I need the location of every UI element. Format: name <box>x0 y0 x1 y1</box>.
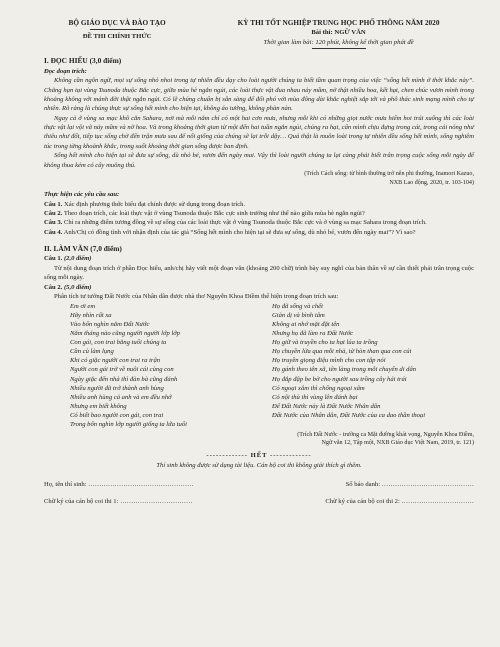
poem-line: Con gái, con trai bằng tuổi chúng ta <box>70 339 167 347</box>
poem-line: Nhưng em biết không <box>70 402 127 410</box>
poem-line: Cần cù làm lụng <box>70 348 114 356</box>
writing-heading: II. LÀM VĂN (7,0 điểm) <box>44 243 122 253</box>
poem-line: Họ giữ và truyền cho ta hạt lúa ta trồng <box>272 339 378 347</box>
writing-q1-title <box>44 254 474 263</box>
poem-line: Họ gánh theo tên xã, tên làng trong mỗi chuyến di dân <box>272 366 417 374</box>
writing-q1-label: Câu 1. <box>44 255 63 263</box>
exam-subject: Bài thi: NGỮ VĂN <box>311 29 366 37</box>
poem-line: Họ truyền giọng điệu mình cho con tập nói <box>272 357 386 365</box>
question-label: Câu 3. <box>44 219 63 227</box>
ministry-name: BỘ GIÁO DỤC VÀ ĐÀO TẠO <box>68 18 166 27</box>
candidate-name-field: Họ, tên thí sinh: ………………………………………… <box>44 480 194 488</box>
poem-line: Nhiều người đã trở thành anh hùng <box>70 384 164 392</box>
header-left <box>44 18 190 49</box>
reading-source-line-1: (Trích Cách sống: từ bình thường trở nên phi thường, Inamori Kazuo, <box>304 170 474 177</box>
poem-line: Có nội thù thì vùng lên đánh bại <box>272 393 358 401</box>
exam-title: KỲ THI TỐT NGHIỆP TRUNG HỌC PHỔ THÔNG NĂM 2020 <box>237 18 440 27</box>
header-right <box>203 18 474 49</box>
writing-q1-text: Từ nội dung đoạn trích ở phần Đọc hiểu, anh/chị hãy viết một đoạn văn (khoảng 200 chữ) trình bày suy nghĩ của bản thân về sự cần thiết phải trân trọng cuộc sống mỗi ngày. <box>44 264 474 282</box>
reading-source-line-2: NXB Lao động, 2020, tr. 103-104) <box>389 179 474 186</box>
poem-line: Đất Nước của Nhân dân, Đất Nước của ca dao thần thoại <box>272 411 426 419</box>
writing-q1-points: (2,0 điểm) <box>63 255 92 263</box>
question-text: Chỉ ra những điểm tương đồng về sự sống của các loài thực vật ở vùng Tsunoda thuộc Bắc cực và ở vùng sa mạc Sahara trong đoạn trích. <box>63 219 427 227</box>
poem-line: Họ đắp đập be bờ cho người sau trồng cây hái trái <box>272 375 407 383</box>
question-item <box>44 200 474 209</box>
poem-line: Ngày giặc đến nhà thì đàn bà cũng đánh <box>70 375 178 383</box>
poem-column-right <box>272 302 474 428</box>
proctor-1-signature-field: Chữ ký của cán bộ coi thi 1: …………………………… <box>44 498 193 506</box>
poem-line: Để Đất Nước này là Đất Nước Nhân dân <box>272 402 381 410</box>
poem-line: Không ai nhớ mặt đặt tên <box>272 321 340 329</box>
reading-paragraph: Ngay cả ở vùng sa mạc khô cằn Sahara, nơi mà mỗi năm chỉ có một hai cơn mưa, nhưng mỗi khi có những giọt nước mưa hiếm hoi trút xuống thì các loài thực vật lại vội vã nảy mầm và nở hoa. Và trong khoảng thời gian từ một đến hai tuần ngắn ngủi, chúng ra hạt, cẩn mình chịu đựng trong cát, trong cái nóng như thiêu như đốt, tiếp tục sống chờ đến trận mưa sau để nối giống của chúng sẽ lại trỗi dậy… Quả thật là muôn loài trong tự nhiên đều sống hết mình, sống nghiêm túc trong từng khoảnh khắc, trong suốt khoảng thời gian sống được ban định. <box>44 114 474 150</box>
proctor-2-signature-field: Chữ ký của cán bộ coi thi 2: …………………………… <box>325 498 474 506</box>
poem-line: Người con gái trở về nuôi cái cùng con <box>70 366 174 374</box>
question-item <box>44 209 474 218</box>
question-text: Xác định phương thức biểu đạt chính được sử dụng trong đoạn trích. <box>63 200 246 208</box>
question-item <box>44 218 474 227</box>
poem-line: Giản dị và bình tâm <box>272 312 325 320</box>
reading-paragraph: Sống hết mình cho hiện tại sẽ đưa sự sống, dù nhỏ bé, vươn đến ngày mai. Vậy thì loài người chúng ta lại càng phải biết trân trọng cuộc sống mỗi ngày để không thua kém có cây muông thú. <box>44 152 474 169</box>
writing-q2-title <box>44 283 474 292</box>
poem-line: Họ chuyền lửa qua mỗi nhà, từ hòn than qua con cúi <box>272 348 412 356</box>
official-label: ĐỀ THI CHÍNH THỨC <box>82 33 152 41</box>
end-mark: ------------- HẾT ------------- <box>206 451 312 459</box>
question-label: Câu 4. <box>44 228 63 236</box>
question-text: Anh/Chị có đồng tình với nhận định của tác giả “Sống hết mình cho hiện tại sẽ đưa sự sống, dù nhỏ bé, vươn đến ngày mai”? Vì sao? <box>63 228 416 236</box>
header-rule-right <box>312 48 366 49</box>
poem-line: Họ đã sống và chết <box>272 303 323 311</box>
question-item <box>44 228 474 237</box>
candidate-form <box>44 480 474 507</box>
question-label: Câu 1. <box>44 200 63 208</box>
poem-line: Trong bốn nghìn lớp người giống ta lứa tuổi <box>70 420 187 428</box>
poem-line: Năm tháng nào cũng người người lớp lớp <box>70 330 181 338</box>
task-heading: Thực hiện các yêu cầu sau: <box>44 191 120 199</box>
poem-excerpt <box>70 302 474 428</box>
reading-lead: Đọc đoạn trích: <box>44 67 87 75</box>
poem-line: Em ơi em <box>70 303 96 311</box>
writing-q2-points: (5,0 điểm) <box>63 283 92 291</box>
reading-paragraph: Không cần ngôn ngữ, mọi sự sống nhỏ nhoi trong tự nhiên đều dạy cho loài người chúng ta biết tầm quan trọng của việc “sống hết mình ở thời khắc này”. Chẳng hạn tại vùng Tsunoda thuộc Bắc cực, giữa mùa hè ngắn ngủi, các loài thực vật đua nhau nảy mầm, nở thật nhiều hoa, kết hạt, chen chúc vươn mình trong khoảng không với mảnh đời thật ngắn ngủi. Có lẽ chúng chuẩn bị sẵn sàng để đối phó với mùa đông dài khắc nghiệt sắp tới và phô thác sinh mạng mình cho tự nhiên. Rõ ràng là chúng thực sự sống hết mình cho hiện tại, không áo tưởng, không phàn nàn. <box>44 77 474 113</box>
poem-line: Nhưng họ đã làm ra Đất Nước <box>272 330 354 338</box>
poem-line: Hãy nhìn rất xa <box>70 312 112 320</box>
exam-header <box>44 18 474 49</box>
poem-line: Có ngoại xâm thì chống ngoại xâm <box>272 384 365 392</box>
poem-source-line-1: (Trích Đất Nước - trường ca Mặt đường khát vọng, Nguyễn Khoa Điềm, <box>297 431 474 438</box>
poem-column-left <box>70 302 272 428</box>
poem-line: Vào bốn nghìn năm Đất Nước <box>70 321 150 329</box>
writing-q2-label: Câu 2. <box>44 283 63 291</box>
poem-line: Có biết bao người con gái, con trai <box>70 411 164 419</box>
writing-q2-text: Phân tích tư tưởng Đất Nước của Nhân dân được nhà thơ Nguyễn Khoa Điềm thể hiện trong đoạn trích sau: <box>54 292 339 300</box>
form-row <box>44 480 474 489</box>
reading-heading: I. ĐỌC HIỂU (3,0 điểm) <box>44 56 122 66</box>
candidate-id-field: Số báo danh: …………………………………… <box>345 480 474 488</box>
poem-line: Nhiều anh hùng cả anh và em đều nhớ <box>70 393 172 401</box>
header-rule-left <box>90 29 144 30</box>
form-row <box>44 497 474 506</box>
poem-source-line-2: Ngữ văn 12, Tập một, NXB Giáo dục Việt Nam, 2019, tr. 121) <box>321 440 474 447</box>
question-text: Theo đoạn trích, các loài thực vật ở vùng Tsunoda thuộc Bắc cực sinh trưởng như thế nào giữa mùa hè ngắn ngủi? <box>63 209 365 217</box>
exam-duration: Thời gian làm bài: 120 phút, không kể thời gian phát đề <box>263 38 414 46</box>
exam-note: Thí sinh không được sử dụng tài liệu. Cán bộ coi thi không giải thích gì thêm. <box>156 462 362 470</box>
poem-line: Khi có giặc người con trai ra trận <box>70 357 161 365</box>
question-label: Câu 2. <box>44 209 63 217</box>
